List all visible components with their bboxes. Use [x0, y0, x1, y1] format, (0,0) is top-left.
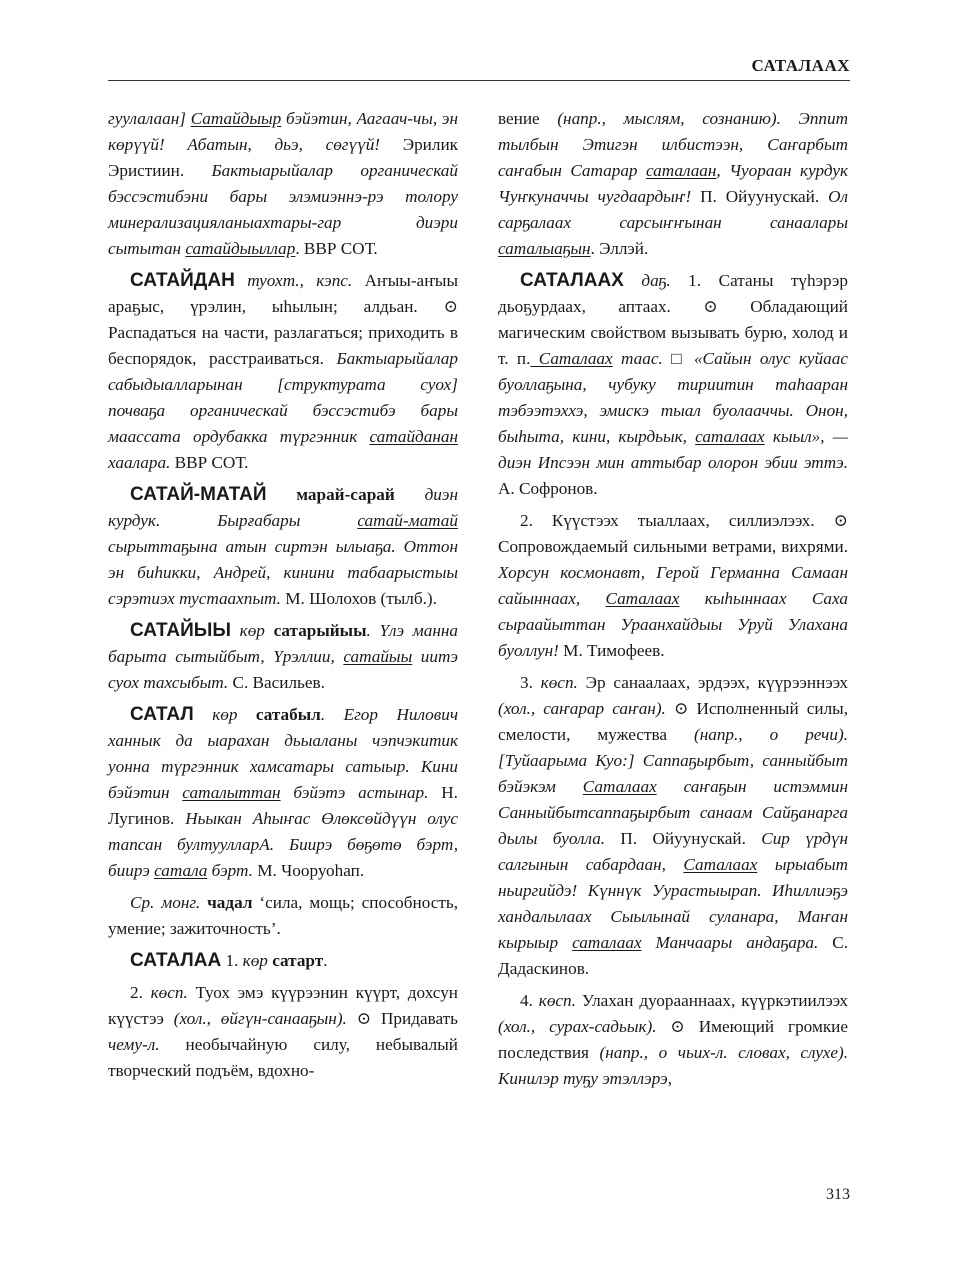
entry-continuation	[108, 106, 458, 262]
example-text: Эппит тылбын Этигэн илбистээн, Саҥарбыт саҥабын Сатарар	[498, 109, 849, 180]
example-text: кыһыннаах Саха сыраайыттан Ураанхайдыы Уруй Улахана буоллун!	[498, 589, 848, 660]
example-text: «Сайын олус куйаас буоллаҕына, чубуку тириитин таһааран тэбээтэххэ, эмискэ тыал буолааччы. Онон, быһыта, кини, кырдьык,	[498, 349, 848, 446]
headword-usage: сатай-матай	[357, 511, 458, 530]
etymology-word: чадал	[200, 893, 253, 912]
usage-note: (хол., саҥарар саҥан).	[498, 699, 666, 718]
headword-usage: Саталаах	[582, 777, 657, 796]
example-text: Бактыарыйалар органическай бэссэстибэни бары элэмиэннэ-рэ толору минерализацияланыахтары-гар диэри сытытан	[108, 161, 458, 258]
source-citation: П. Ойуунускай.	[605, 829, 746, 848]
source-citation: Н. Лугинов.	[108, 783, 458, 828]
headword-usage: сатала	[154, 861, 208, 880]
page-number: 313	[826, 1186, 850, 1203]
source-citation: Эрилик Эристиин.	[108, 135, 458, 180]
usage-note: (напр., о чьих-л. словах, слухе).	[588, 1043, 848, 1062]
usage-note: (хол., өйгүн-санааҕын).	[163, 1009, 347, 1028]
example-text: Ол сарҕалаах сарсыҥҥынан санаалары	[498, 187, 848, 232]
source-citation: П. Ойуунускай.	[691, 187, 820, 206]
entry-satajdan	[108, 268, 458, 476]
russian-marker-icon: ⊙	[346, 1009, 372, 1028]
right-column	[498, 106, 848, 1098]
russian-translation: Придавать	[371, 1009, 459, 1028]
usage-note: (напр., о речи).	[666, 725, 849, 744]
entry-satalaa	[108, 948, 458, 974]
usage-note: (напр., мыслям, сознанию).	[539, 109, 781, 128]
headword-usage: саталаан	[646, 161, 717, 180]
headword-usage: сатайданан	[369, 427, 458, 446]
running-head: САТАЛААХ	[751, 56, 850, 75]
source-citation: М. Чооруоһап.	[252, 861, 365, 880]
example-text: кыыл», — диэн Ипсээн мин аттыбар олорон эбии эттэ.	[498, 427, 848, 472]
headword-usage: Саталаах	[605, 589, 680, 608]
headword: САТАЙДАН	[130, 270, 235, 291]
source-citation: . Эллэй.	[590, 239, 649, 258]
etymology-gloss: ‘сила, мощь; способность, умение; зажиточность’.	[108, 893, 458, 938]
source-citation: . ВВР СОТ.	[295, 239, 378, 258]
headword-usage: саталаах	[695, 427, 765, 446]
cross-reference: сатарыйыы	[264, 621, 367, 640]
example-text: [Туйаарыма Куо:] Саппаҕырбыт, санныйбыт бэйэкэм	[498, 751, 848, 796]
definition: Улахан дуорааннаах, күүркэтиилээх	[575, 991, 848, 1010]
sense-number: 3.	[520, 673, 533, 692]
see-label: көр	[231, 621, 265, 640]
usage-label: көсп.	[532, 673, 578, 692]
example-text: Кинилэр туҕу этэллэрэ,	[498, 1069, 672, 1088]
russian-translation: чему-л.	[108, 1035, 160, 1054]
definition: Эр санаалаах, эрдээх, күүрээннээх	[577, 673, 849, 692]
russian-translation: вение	[498, 109, 540, 128]
headword-usage: Сатайдыыр	[190, 109, 282, 128]
russian-translation: необычайную силу, небывалый творческий подъём, вдохно-	[108, 1035, 458, 1080]
example-text: сырыттаҕына атын сиртэн ылыаҕа. Оттон эн биһикки, Андрей, кинини табаарыстыы сэрэтиэх тустаахпыт.	[108, 537, 458, 608]
example-text: Сир үрдүн салгынын сабардаан,	[498, 829, 848, 874]
definition: Күүстээх тыаллаах, силлиэлээх.	[532, 511, 815, 530]
see-label: көр	[193, 705, 238, 724]
entry-satalaakh	[498, 268, 848, 502]
source-citation: ВВР СОТ.	[170, 453, 249, 472]
headword-usage: Саталаах	[683, 855, 758, 874]
usage-label: көсп.	[142, 983, 188, 1002]
headword: САТАЛ	[130, 704, 194, 725]
sense-number: 2.	[520, 511, 533, 530]
definition: Туох эмэ күүрээнин күүрт, дохсун күүстээ	[108, 983, 458, 1028]
header-rule	[108, 80, 850, 81]
headword-usage: сатайыы	[343, 647, 413, 666]
left-column	[108, 106, 458, 1090]
headword: САТАЛАА	[130, 950, 222, 971]
russian-marker-icon: ⊙	[670, 297, 718, 316]
russian-translation: Распадаться на части, разлагаться; приходить в беспорядок, расстраиваться.	[108, 323, 458, 368]
etymology-note	[108, 890, 458, 942]
part-of-speech: даҕ.	[623, 271, 671, 290]
example-text: таас.	[612, 349, 663, 368]
example-marker-icon: □	[662, 349, 686, 368]
russian-translation: Сопровождаемый сильными ветрами, вихрями.	[498, 537, 848, 556]
russian-marker-icon: ⊙	[656, 1017, 685, 1036]
headword: САТАЛААХ	[520, 270, 624, 291]
example-text: хаалара.	[108, 453, 171, 472]
sense-number: 1.	[221, 951, 239, 970]
source-citation: С. Васильев.	[228, 673, 325, 692]
headword-usage: Саталаах	[530, 349, 613, 368]
etymology-label: Ср. монг.	[130, 893, 201, 912]
cross-reference: сатарт	[267, 951, 324, 970]
example-text: иитэ суох тахсыбыт.	[108, 647, 458, 692]
example-text: бэйэтин, Аагаач-чы, эн көрүүй! Абатын, дьэ, сөгүүй!	[108, 109, 459, 154]
see-label: көр	[238, 951, 268, 970]
example-text: Манчаары андаҕара.	[641, 933, 819, 952]
example-text: . Егор Нилович ханнык да ыарахан дьыаланы чэпчэкитик уонна түргэнник хамсатары сатыыр. Кини бэйэтин	[108, 705, 459, 802]
example-text: диэн курдук. Бырғабары	[108, 485, 458, 530]
example-text: ырыабыт ньиргийдэ! Күннүк Уурастыырап. Иһиллиэҕэ хандалылаах Сыылынай суланара, Маҥан кырыыр	[498, 855, 848, 952]
example-text: Бактыарыйалар сабыдыалларынан [структурата суох] почваҕа органическай бэссэстибэ бары маассата ордубакка түргэнник	[108, 349, 458, 446]
cross-reference: сатабыл	[237, 705, 321, 724]
usage-note: (хол., сурах-садьык).	[498, 1017, 657, 1036]
example-text: . Үлэ манна барыта сытыйбыт, Үрэллии,	[108, 621, 458, 666]
sense-number: 4.	[520, 991, 533, 1010]
headword-usage: сатайдыыллар	[185, 239, 296, 258]
example-text: бэрт.	[207, 861, 253, 880]
headword-usage: саталыттан	[182, 783, 281, 802]
example-text: саҥаҕын истэммин Санныйбытсаппаҕырбыт санаам Сайҕанарга дылы буолла.	[498, 777, 848, 848]
sense-2	[498, 508, 848, 664]
example-text: бэйэтэ астынар.	[280, 783, 429, 802]
example-text: , Чуораан курдук Чуҥкуначчы чугдаардыҥ!	[498, 161, 848, 206]
example-text: гуулалаан]	[108, 109, 191, 128]
headword-usage: саталаах	[572, 933, 642, 952]
headword: САТАЙЫЫ	[130, 620, 232, 641]
usage-label: көсп.	[532, 991, 576, 1010]
source-citation: М. Тимофеев.	[558, 641, 665, 660]
source-citation: М. Шолохов (тылб.).	[280, 589, 437, 608]
example-text: Ньыкан Аһыҥас Өлөксөйдүүн олус тапсан бултуулларА. Биирэ бөҕөтө бэрт, биирэ	[108, 809, 458, 880]
russian-marker-icon: ⊙	[814, 511, 848, 530]
russian-translation: Имеющий громкие последствия	[498, 1017, 848, 1062]
headword: САТАЙ-МАТАЙ	[130, 484, 267, 505]
headword-usage: саталыаҕын	[498, 239, 591, 258]
definition: 1. Сатаны түһэрэр дьоҕурдаах, аптаах.	[498, 271, 848, 316]
source-citation: А. Софронов.	[498, 479, 598, 498]
punctuation: .	[323, 951, 328, 970]
part-of-speech: туохт., кэпс.	[234, 271, 353, 290]
sense-2	[108, 980, 458, 1084]
definition: Аҥыы-аҥыы араҕыс, үрэлин, ыһылын; алдьан.	[108, 271, 458, 316]
russian-marker-icon: ⊙	[443, 297, 458, 316]
entry-satal	[108, 702, 458, 884]
russian-translation: Исполненный силы, смелости, мужества	[498, 699, 848, 744]
russian-translation: Обладающий магическим свойством вызывать бурю, холод и т. п.	[498, 297, 848, 368]
entry-continuation	[498, 106, 848, 262]
example-text: Хорсун космонавт, Герой Германна Самаан сайыннаах,	[498, 563, 848, 608]
sense-number: 2.	[130, 983, 143, 1002]
sense-3	[498, 670, 848, 982]
entry-sataj-mataj	[108, 482, 458, 612]
sense-4	[498, 988, 848, 1092]
entry-satajyy	[108, 618, 458, 696]
source-citation: С. Дадаскинов.	[498, 933, 848, 978]
russian-marker-icon: ⊙	[665, 699, 689, 718]
cross-reference: марай-сарай	[266, 485, 395, 504]
